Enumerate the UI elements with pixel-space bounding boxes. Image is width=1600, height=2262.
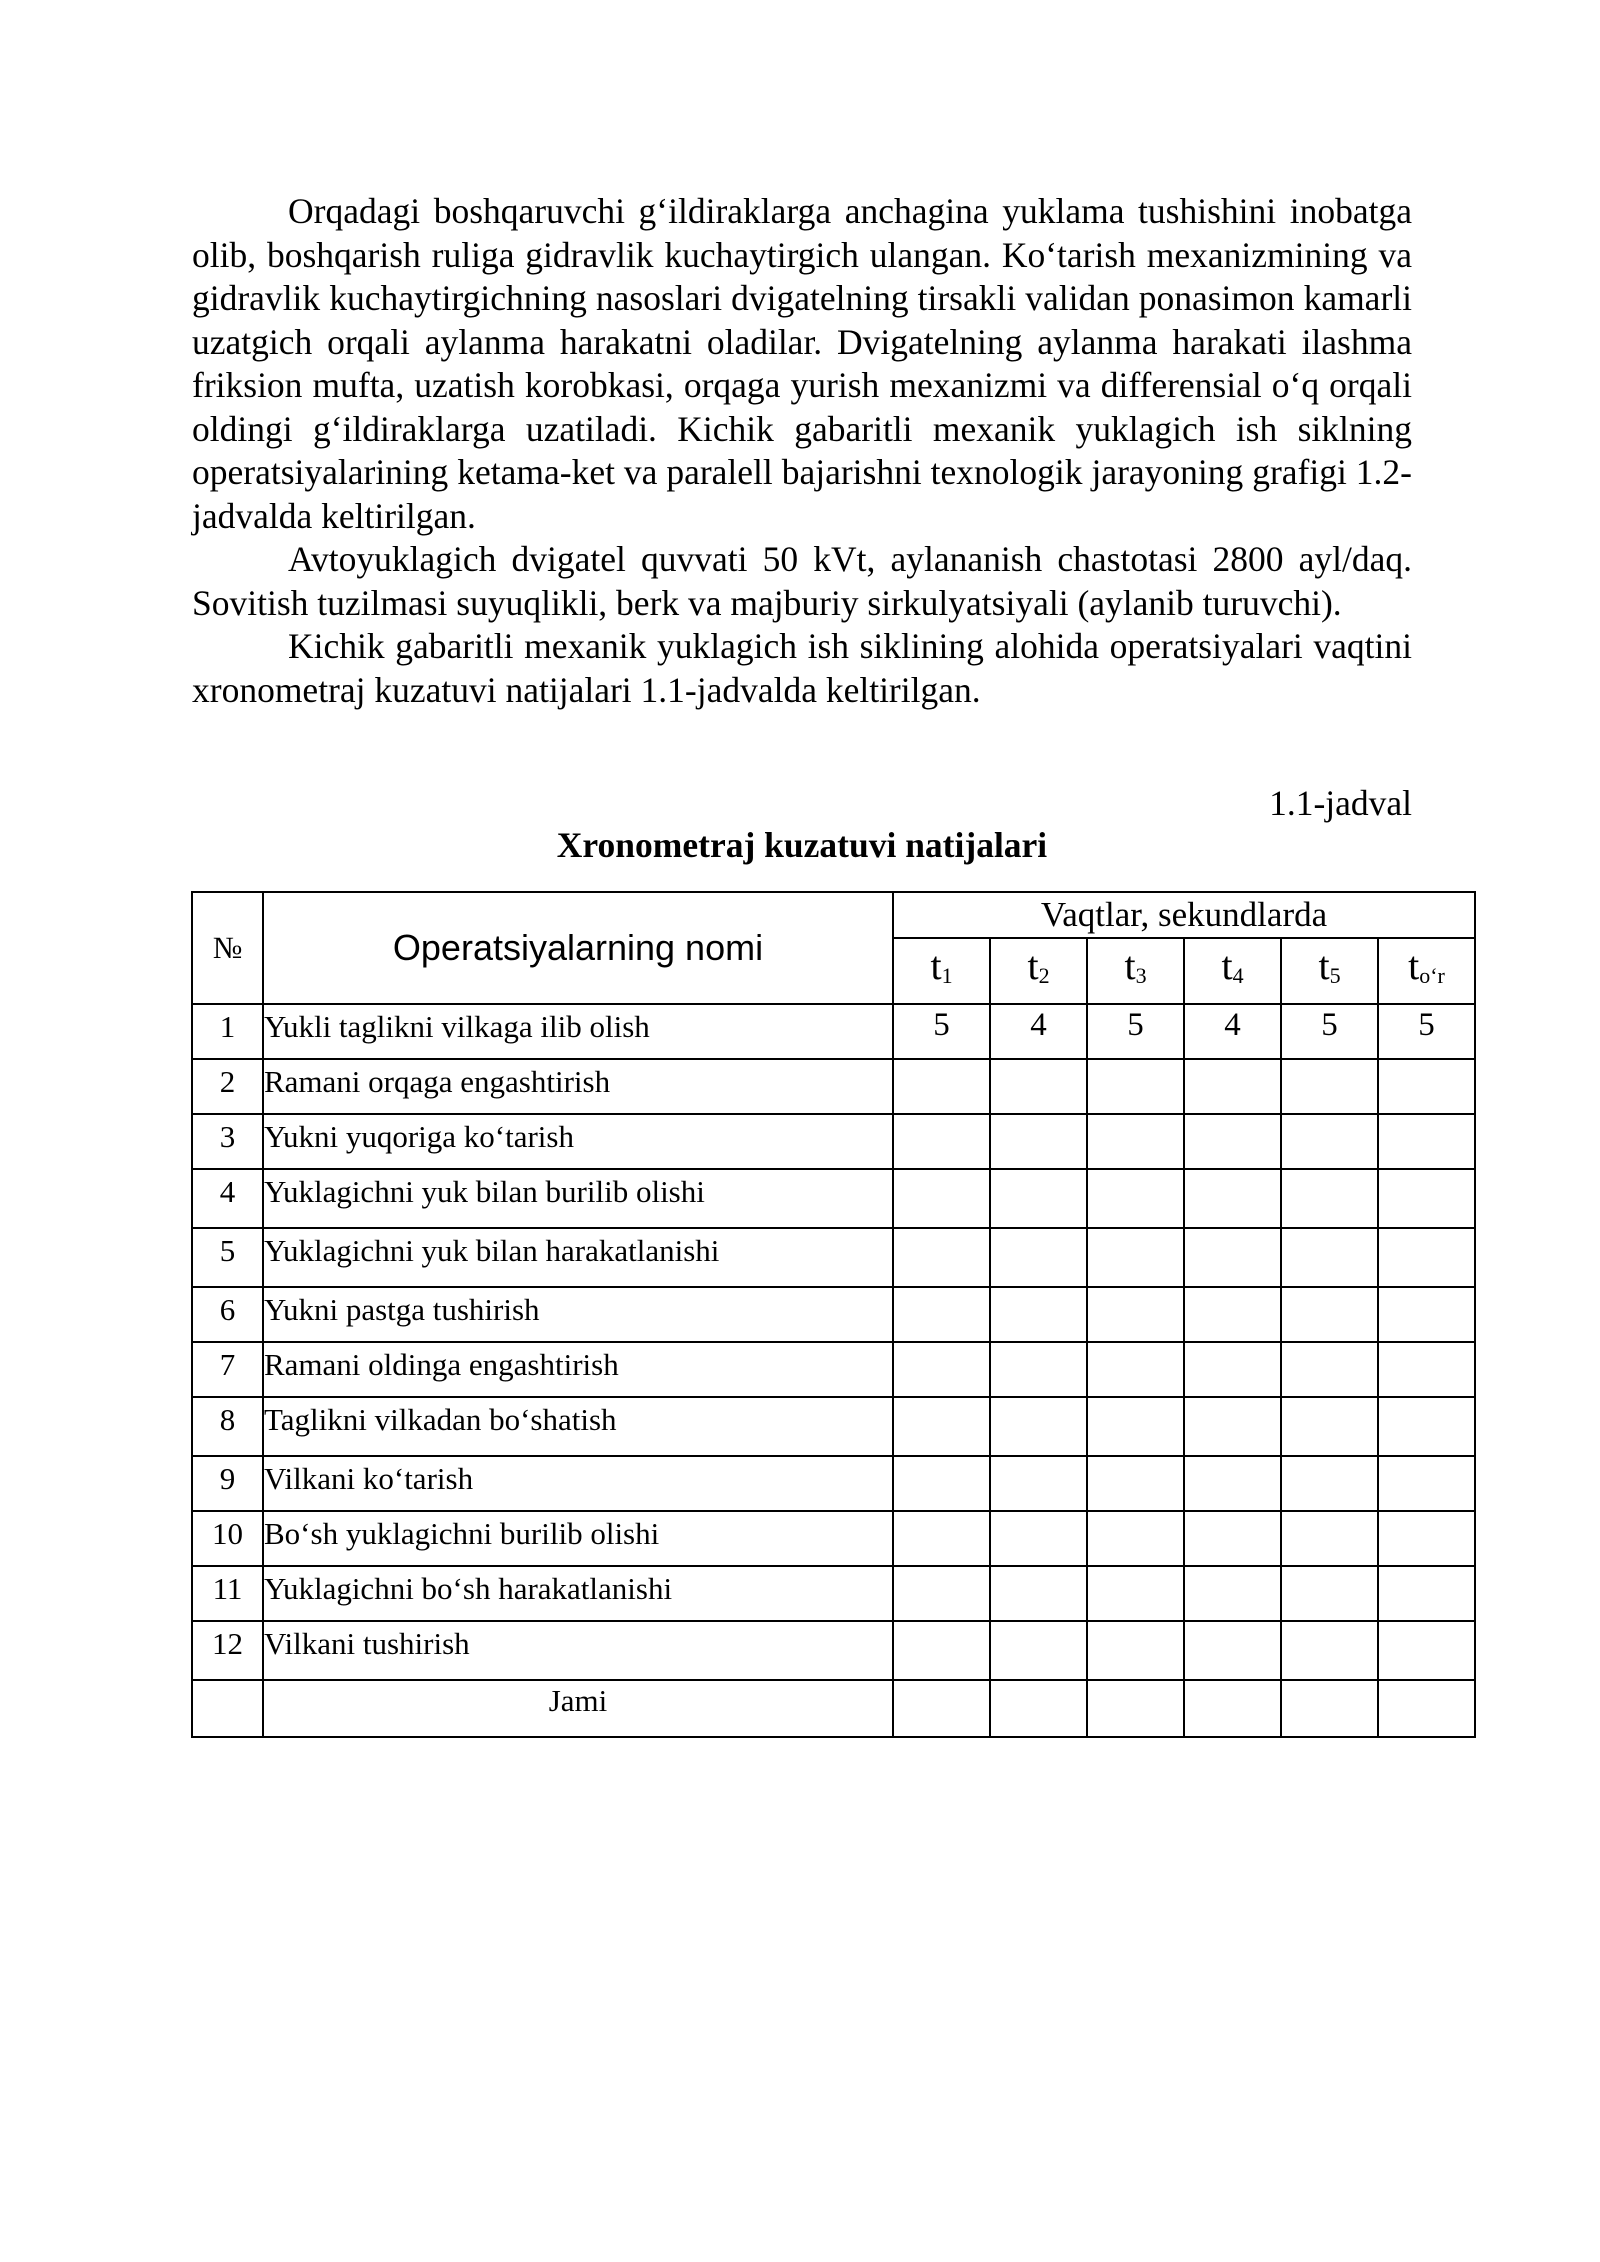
row-time-value [1281,1397,1378,1456]
row-time-value [1087,1114,1184,1169]
header-time-sub: 5 [1329,963,1341,988]
row-number: 11 [192,1566,263,1621]
row-time-value [893,1169,990,1228]
total-label: Jami [263,1680,893,1737]
total-time-cell [1378,1680,1475,1737]
row-time-value [1281,1114,1378,1169]
row-time-value [1184,1342,1281,1397]
header-times-group: Vaqtlar, sekundlarda [893,892,1475,938]
row-operation-name: Ramani oldinga engashtirish [263,1342,893,1397]
row-time-value [1087,1621,1184,1680]
row-time-value: 5 [1281,1004,1378,1059]
row-time-value [1184,1511,1281,1566]
table-title: Xronometraj kuzatuvi natijalari [556,825,1048,865]
row-time-value [893,1511,990,1566]
row-time-value [1087,1287,1184,1342]
table-row [192,1114,1475,1169]
table-row [192,1169,1475,1228]
table-total-row [192,1680,1475,1737]
body-text [192,190,1412,712]
row-time-value [1184,1287,1281,1342]
row-time-value [1087,1228,1184,1287]
row-number: 12 [192,1621,263,1680]
row-operation-name: Yuklagichni yuk bilan burilib olishi [263,1169,893,1228]
row-time-value [1281,1228,1378,1287]
header-time-base: t [1408,943,1420,988]
row-time-value [1378,1342,1475,1397]
row-time-value [1281,1059,1378,1114]
header-time-col [1281,938,1378,1004]
paragraph-1: Orqadagi boshqaruvchi g‘ildiraklarga anchagina yuklama tushishini inobatga olib, boshqarish ruliga gidravlik kuchaytirgich ulangan. Ko‘tarish mexanizmining va gidravlik kuchaytirgichning nasoslari dvigatelning tirsakli validan ponasimon kamarli uzatgich orqali aylanma harakatni oladilar. Dvigatelning aylanma harakati ilashma friksion mufta, uzatish korobkasi, orqaga yurish mexanizmi va differensial o‘q orqali oldingi g‘ildiraklarga uzatiladi. Kichik gabaritli mexanik yuklagich ish siklning operatsiyalarining ketama-ket va paralell bajarishni texnologik jarayoning grafigi 1.2-jadvalda keltirilgan. [192,191,1412,536]
row-number: 2 [192,1059,263,1114]
header-time-col [990,938,1087,1004]
row-time-value [893,1566,990,1621]
header-time-sub: 3 [1135,963,1147,988]
table-row [192,1287,1475,1342]
row-number: 1 [192,1004,263,1059]
row-time-value [1087,1397,1184,1456]
header-time-sub: 4 [1232,963,1244,988]
header-number: № [192,892,263,1004]
table-label: 1.1-jadval [1269,783,1412,823]
row-time-value [990,1397,1087,1456]
table-row [192,1004,1475,1059]
header-time-base: t [1221,943,1233,988]
row-time-value [1087,1059,1184,1114]
row-time-value [1087,1511,1184,1566]
row-time-value [1184,1059,1281,1114]
total-time-cell [893,1680,990,1737]
row-time-value [1378,1511,1475,1566]
row-number: 10 [192,1511,263,1566]
row-time-value [1087,1456,1184,1511]
header-time-base: t [1027,943,1039,988]
row-time-value [1184,1228,1281,1287]
row-time-value [1378,1456,1475,1511]
row-time-value [1087,1566,1184,1621]
row-number: 5 [192,1228,263,1287]
row-time-value: 4 [1184,1004,1281,1059]
row-time-value [990,1621,1087,1680]
row-time-value [1281,1287,1378,1342]
row-number: 6 [192,1287,263,1342]
row-number: 8 [192,1397,263,1456]
row-operation-name: Bo‘sh yuklagichni burilib olishi [263,1511,893,1566]
row-time-value [893,1287,990,1342]
table-row [192,1397,1475,1456]
row-time-value [1184,1114,1281,1169]
row-time-value [893,1114,990,1169]
header-time-base: t [1318,943,1330,988]
row-time-value [990,1287,1087,1342]
row-time-value [990,1511,1087,1566]
row-time-value [893,1342,990,1397]
header-time-col [1087,938,1184,1004]
row-number: 7 [192,1342,263,1397]
row-time-value [1378,1059,1475,1114]
row-time-value: 5 [1378,1004,1475,1059]
row-operation-name: Yukli taglikni vilkaga ilib olish [263,1004,893,1059]
row-number: 9 [192,1456,263,1511]
row-time-value [990,1566,1087,1621]
row-time-value [1281,1456,1378,1511]
row-time-value [1281,1342,1378,1397]
row-time-value: 4 [990,1004,1087,1059]
row-number: 3 [192,1114,263,1169]
chronometry-table [191,891,1476,1738]
header-time-col [893,938,990,1004]
row-number: 4 [192,1169,263,1228]
row-time-value [893,1228,990,1287]
row-operation-name: Yuklagichni yuk bilan harakatlanishi [263,1228,893,1287]
row-time-value: 5 [1087,1004,1184,1059]
row-time-value [1281,1169,1378,1228]
table-row [192,1566,1475,1621]
header-time-base: t [930,943,942,988]
paragraph-3: Kichik gabaritli mexanik yuklagich ish siklining alohida operatsiyalari vaqtini xronometraj kuzatuvi natijalari 1.1-jadvalda keltirilgan. [192,626,1412,710]
row-time-value [1378,1566,1475,1621]
row-time-value [1184,1566,1281,1621]
header-time-sub: 1 [941,963,953,988]
row-time-value [893,1397,990,1456]
row-time-value [1378,1169,1475,1228]
header-time-col [1378,938,1475,1004]
row-operation-name: Ramani orqaga engashtirish [263,1059,893,1114]
paragraph-2: Avtoyuklagich dvigatel quvvati 50 kVt, aylananish chastotasi 2800 ayl/daq. Sovitish tuzilmasi suyuqlikli, berk va majburiy sirkulyatsiyali (aylanib turuvchi). [192,539,1412,623]
row-time-value [1378,1287,1475,1342]
row-time-value [990,1228,1087,1287]
row-operation-name: Vilkani tushirish [263,1621,893,1680]
total-number-cell [192,1680,263,1737]
total-time-cell [990,1680,1087,1737]
header-operation-name: Operatsiyalarning nomi [263,892,893,1004]
row-time-value [990,1169,1087,1228]
row-time-value [1378,1228,1475,1287]
table-row [192,1059,1475,1114]
row-operation-name: Vilkani ko‘tarish [263,1456,893,1511]
table-row [192,1228,1475,1287]
row-time-value [893,1456,990,1511]
row-time-value: 5 [893,1004,990,1059]
row-time-value [1184,1397,1281,1456]
row-operation-name: Taglikni vilkadan bo‘shatish [263,1397,893,1456]
row-time-value [1087,1342,1184,1397]
row-operation-name: Yuklagichni bo‘sh harakatlanishi [263,1566,893,1621]
row-time-value [1281,1621,1378,1680]
header-time-sub: 2 [1038,963,1050,988]
row-time-value [1184,1456,1281,1511]
row-time-value [1378,1621,1475,1680]
header-time-base: t [1124,943,1136,988]
table-row [192,1456,1475,1511]
row-operation-name: Yukni yuqoriga ko‘tarish [263,1114,893,1169]
total-time-cell [1087,1680,1184,1737]
row-time-value [990,1342,1087,1397]
row-time-value [1087,1169,1184,1228]
header-time-col [1184,938,1281,1004]
row-time-value [1378,1114,1475,1169]
row-time-value [1378,1397,1475,1456]
row-time-value [990,1114,1087,1169]
row-time-value [990,1456,1087,1511]
total-time-cell [1184,1680,1281,1737]
row-time-value [1184,1621,1281,1680]
table-row [192,1511,1475,1566]
row-operation-name: Yukni pastga tushirish [263,1287,893,1342]
row-time-value [1184,1169,1281,1228]
row-time-value [893,1059,990,1114]
row-time-value [1281,1511,1378,1566]
total-time-cell [1281,1680,1378,1737]
row-time-value [1281,1566,1378,1621]
row-time-value [990,1059,1087,1114]
table-row [192,1342,1475,1397]
row-time-value [893,1621,990,1680]
table-row [192,1621,1475,1680]
header-time-sub: o‘r [1419,963,1445,988]
